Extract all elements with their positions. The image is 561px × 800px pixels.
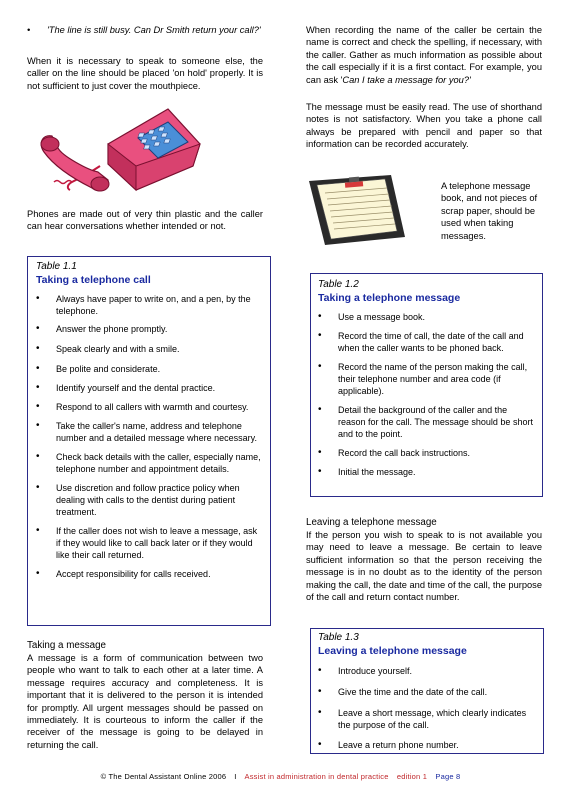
list-item: • Check back details with the caller, especially name, telephone number and appointment details. bbox=[36, 451, 262, 475]
footer-edition: edition 1 bbox=[396, 772, 428, 781]
taking-message-body: A message is a form of communication between two people who want to talk to each other at a later time. A message requires accuracy and completeness. It is important that it is delivered to the person it is intended for promptly. All urgent messages should be passed on immediately. It is courteous to inform the caller if the receiver of the message is going to be delayed in returning the call. bbox=[27, 653, 263, 750]
list-item: • Initial the message. bbox=[318, 466, 535, 478]
list-item: • Always have paper to write on, and a pen, by the telephone. bbox=[36, 293, 262, 317]
table-1-1-caption: Table 1.1 bbox=[36, 261, 77, 272]
recording-name-paragraph bbox=[306, 24, 542, 86]
table-1-3-list bbox=[318, 665, 536, 751]
list-item: • Respond to all callers with warmth and courtesy. bbox=[36, 401, 262, 413]
table-1-2-list bbox=[318, 311, 535, 478]
list-item: • Identify yourself and the dental practice. bbox=[36, 382, 262, 394]
list-item: • Give the time and the date of the call. bbox=[318, 686, 536, 698]
table-1-1-title: Taking a telephone call bbox=[36, 274, 151, 287]
table-1-3-caption: Table 1.3 bbox=[318, 632, 359, 643]
list-item: • Record the name of the person making the call, their telephone number and area code (if applicable). bbox=[318, 361, 535, 397]
list-item: • Detail the background of the caller and the reason for the call. The message should be short and to the point. bbox=[318, 404, 535, 440]
list-item: • Record the time of call, the date of the call and when the caller wants to be phoned back. bbox=[318, 330, 535, 354]
message-book-icon bbox=[305, 173, 410, 253]
list-item: • If the caller does not wish to leave a message, ask if they would like to call back later or if they would like their call returned. bbox=[36, 525, 262, 561]
recording-text: When recording the name of the caller be certain the name is correct and check the spelling, if necessary, with the caller. Gather as much information as possible about the call especially if it is a first contact. For example, you can ask ' bbox=[306, 25, 542, 85]
list-item: • Answer the phone promptly. bbox=[36, 323, 262, 335]
quote-text: 'The line is still busy. Can Dr Smith return your call?' bbox=[47, 25, 261, 35]
list-item: • Be polite and considerate. bbox=[36, 363, 262, 375]
footer-copyright: © The Dental Assistant Online 2006 bbox=[100, 772, 227, 781]
recording-quote: Can I take a message for you?' bbox=[342, 74, 471, 85]
table-1-2-box bbox=[310, 273, 543, 497]
footer-page-number: Page 8 bbox=[435, 772, 461, 781]
list-item: • Use discretion and follow practice policy when dealing with calls to the dentist during patient treatment. bbox=[36, 482, 262, 518]
list-item: • Introduce yourself. bbox=[318, 665, 536, 677]
table-1-2-title: Taking a telephone message bbox=[318, 292, 461, 305]
list-item: • Leave a return phone number. bbox=[318, 739, 536, 751]
table-1-3-box bbox=[310, 628, 544, 754]
on-hold-paragraph: When it is necessary to speak to someone else, the caller on the line should be placed 'on hold' properly. It is not sufficient to just cover the mouthpiece. bbox=[27, 56, 263, 91]
list-item: • Record the call back instructions. bbox=[318, 447, 535, 459]
table-1-1-list bbox=[36, 293, 262, 580]
message-readable-paragraph: The message must be easily read. The use of shorthand notes is not satisfactory. When you take a phone call always be prepared with pencil and paper so that information can be recorded accurately. bbox=[306, 102, 542, 150]
table-1-2-caption: Table 1.2 bbox=[318, 279, 359, 290]
leaving-message-body: If the person you wish to speak to is not available you may need to leave a message. Be certain to leave sufficient information so that the person receiving the message is in no doubt as to the identity of the person making the call, the date and time of the call, the purpose of the call and return contact number. bbox=[306, 530, 542, 603]
bullet-dot: • bbox=[27, 25, 31, 35]
thin-plastic-paragraph: Phones are made out of very thin plastic and the caller can hear conversations whether intended or not. bbox=[27, 209, 263, 232]
table-1-3-title: Leaving a telephone message bbox=[318, 645, 467, 658]
quote-bullet bbox=[27, 24, 267, 36]
telephone-icon bbox=[28, 104, 208, 196]
list-item: • Leave a short message, which clearly indicates the purpose of the call. bbox=[318, 707, 536, 731]
list-item: • Accept responsibility for calls received. bbox=[36, 568, 262, 580]
leaving-message-heading: Leaving a telephone message bbox=[306, 517, 437, 528]
list-item: • Use a message book. bbox=[318, 311, 535, 323]
list-item: • Speak clearly and with a smile. bbox=[36, 343, 262, 355]
table-1-1-box bbox=[27, 256, 271, 626]
list-item: • Take the caller's name, address and telephone number and a detailed message where necessary. bbox=[36, 420, 262, 444]
taking-message-heading: Taking a message bbox=[27, 640, 106, 651]
footer-divider: I bbox=[234, 772, 237, 781]
page-footer bbox=[0, 771, 561, 783]
book-caption: A telephone message book, and not pieces of scrap paper, should be used when taking messages. bbox=[441, 181, 538, 241]
footer-course: Assist in administration in dental practice bbox=[244, 772, 389, 781]
